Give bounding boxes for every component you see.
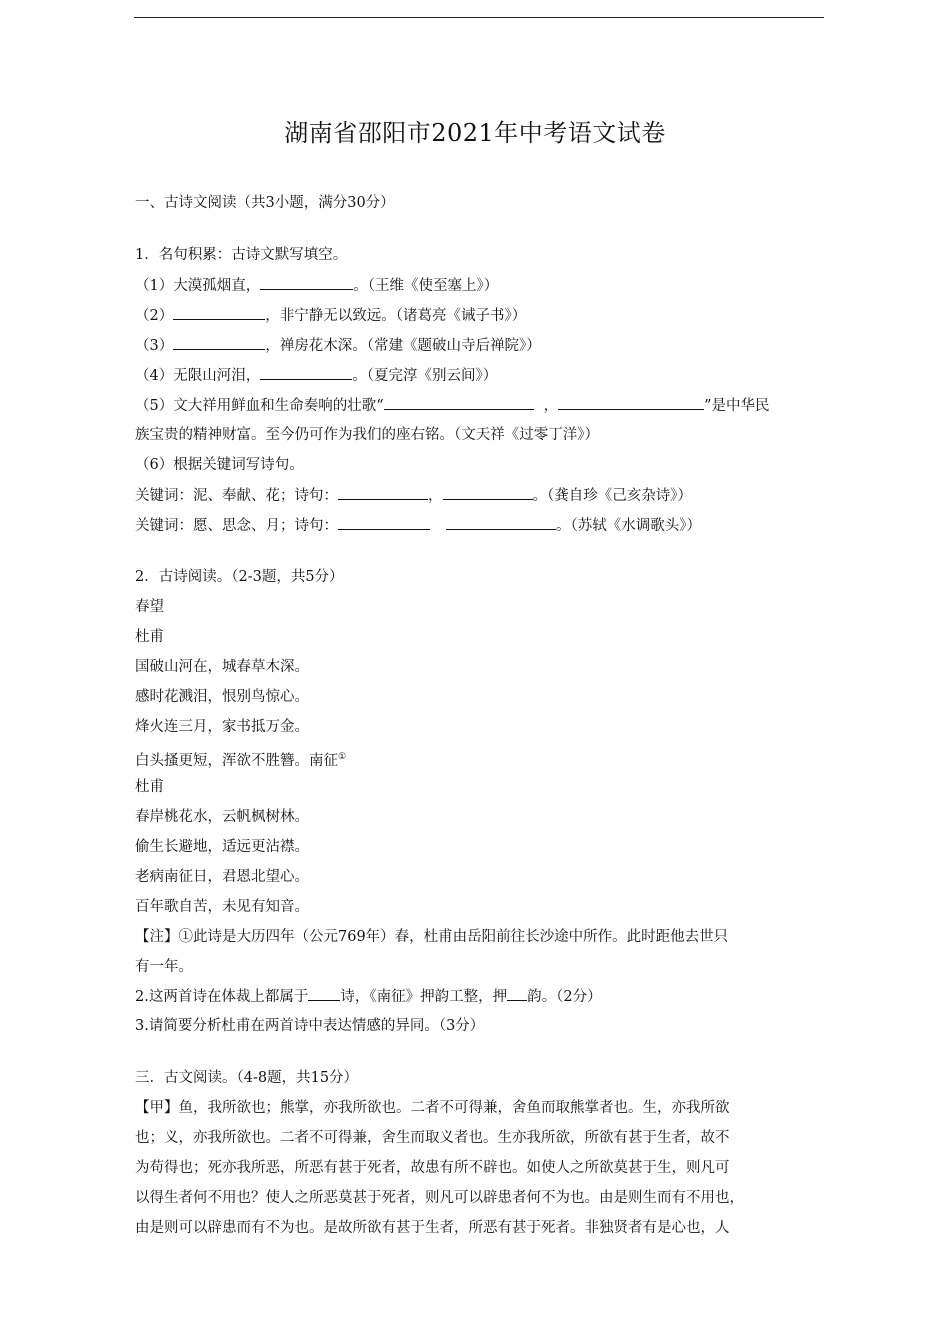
q1-item-3-text-a: （3） (135, 338, 174, 354)
q1-item-3-text-b: ，禅房花木深。（常建《题破山寺后禅院》） (265, 338, 541, 354)
poem-note-line-2: 有一年。 (135, 959, 193, 975)
fill-blank[interactable] (338, 485, 428, 500)
fill-blank[interactable] (173, 305, 265, 320)
q1-keyword-line-1 (135, 485, 692, 506)
poem-2-author: 杜甫 (135, 779, 164, 795)
q3-heading: 三．古文阅读。（4-8题，共15分） (135, 1070, 359, 1086)
passage-line-2: 也；义，亦我所欲也。二者不可得兼，舍生而取义者也。生亦我所欲，所欲有甚于生者，故不 (135, 1130, 730, 1146)
q1-item-5-text-b: ， (543, 398, 559, 414)
q1-item-2 (135, 305, 526, 326)
poem-2-line-3: 老病南征日，君恩北望心。 (135, 869, 309, 885)
fill-blank[interactable] (338, 515, 430, 530)
sub2-text-b: 诗，《南征》押韵工整，押 (340, 989, 508, 1005)
poem-1-title: 春望 (135, 599, 164, 615)
q2-stem: 2．古诗阅读。（2-3题，共5分） (135, 569, 344, 585)
poem-1-line-4-text: 白头搔更短，浑欲不胜簪。南征 (135, 752, 338, 769)
q1-item-4-text-b: 。（夏完淳《别云间》） (352, 368, 498, 384)
sub2-text-a: 2.这两首诗在体裁上都属于 (135, 989, 309, 1005)
poem-2-line-2: 偷生长避地，适远更沾襟。 (135, 839, 309, 855)
q1-item-3 (135, 335, 541, 356)
q1-item-5-text-c: ”是中华民 (704, 398, 770, 414)
passage-line-3: 为苟得也；死亦我所恶，所恶有甚于死者，故患有所不辟也。如使人之所欲莫甚于生，则凡可 (135, 1160, 730, 1176)
keyword-1-text-a: 关键词：泥、奉献、花；诗句： (135, 488, 338, 504)
fill-blank[interactable] (260, 275, 353, 290)
keyword-1-text-c: 。（龚自珍《己亥杂诗》） (532, 488, 692, 504)
fill-blank[interactable] (173, 335, 265, 350)
fill-blank[interactable] (260, 365, 352, 380)
poem-1-line-1: 国破山河在，城春草木深。 (135, 659, 309, 675)
poem-2-line-4: 百年歌自苦，未见有知音。 (135, 899, 309, 915)
poem-1-line-2: 感时花溅泪，恨别鸟惊心。 (135, 689, 309, 705)
keyword-2-text-b: 。（苏轼《水调歌头》） (556, 518, 701, 534)
footnote-mark: ① (338, 752, 347, 762)
header-rule (134, 17, 824, 18)
q1-item-1 (135, 275, 498, 296)
fill-blank[interactable] (308, 986, 340, 1001)
fill-blank[interactable] (446, 515, 556, 530)
passage-line-1: 【甲】鱼，我所欲也；熊掌，亦我所欲也。二者不可得兼，舍鱼而取熊掌者也。生，亦我所欲 (135, 1100, 730, 1116)
q1-item-5-continued: 族宝贵的精神财富。至今仍可作为我们的座右铭。（文天祥《过零丁洋》） (135, 427, 599, 443)
passage-line-5: 由是则可以辟患而有不为也。是故所欲有甚于生者，所恶有甚于死者。非独贤者有是心也，人 (135, 1220, 730, 1236)
q1-item-6: （6）根据关键词写诗句。 (135, 457, 304, 473)
q2-sub-question-2 (135, 986, 602, 1007)
poem-1-line-4 (135, 747, 346, 771)
fill-blank[interactable] (384, 395, 534, 410)
poem-note-line-1: 【注】①此诗是大历四年（公元769年）春，杜甫由岳阳前往长沙途中所作。此时距他去世只 (135, 929, 729, 945)
keyword-2-text-a: 关键词：愿、思念、月；诗句： (135, 518, 338, 534)
q1-item-5-text-a: （5）文大祥用鲜血和生命奏响的壮歌“ (135, 398, 384, 414)
q1-keyword-line-2 (135, 515, 701, 536)
q1-item-2-text-a: （2） (135, 308, 174, 324)
fill-blank[interactable] (558, 395, 704, 410)
q1-item-1-text-a: （1）大漠孤烟直， (135, 278, 261, 294)
q1-item-1-text-b: 。（王维《使至塞上》） (353, 278, 499, 294)
q2-sub-question-3: 3.请简要分析杜甫在两首诗中表达情感的异同。（3分） (135, 1018, 485, 1034)
passage-line-4: 以得生者何不用也？使人之所恶莫甚于死者，则凡可以辟患者何不为也。由是则生而有不用也， (135, 1190, 744, 1206)
fill-blank[interactable] (443, 485, 533, 500)
poem-1-line-3: 烽火连三月，家书抵万金。 (135, 719, 309, 735)
q1-stem: 1．名句积累：古诗文默写填空。 (135, 247, 348, 263)
sub2-text-c: 韵。（2分） (527, 989, 602, 1005)
keyword-1-text-b: ， (428, 488, 443, 504)
poem-2-line-1: 春岸桃花水，云帆枫树林。 (135, 809, 309, 825)
q1-item-4 (135, 365, 497, 386)
q1-item-4-text-a: （4）无限山河泪， (135, 368, 261, 384)
document-title: 湖南省邵阳市2021年中考语文试卷 (284, 119, 666, 147)
poem-1-author: 杜甫 (135, 629, 164, 645)
q1-item-5 (135, 395, 770, 416)
fill-blank[interactable] (507, 986, 527, 1001)
section-heading-1: 一、古诗文阅读（共3小题，满分30分） (135, 195, 395, 211)
q1-item-2-text-b: ，非宁静无以致远。（诸葛亮《诫子书》） (265, 308, 527, 324)
